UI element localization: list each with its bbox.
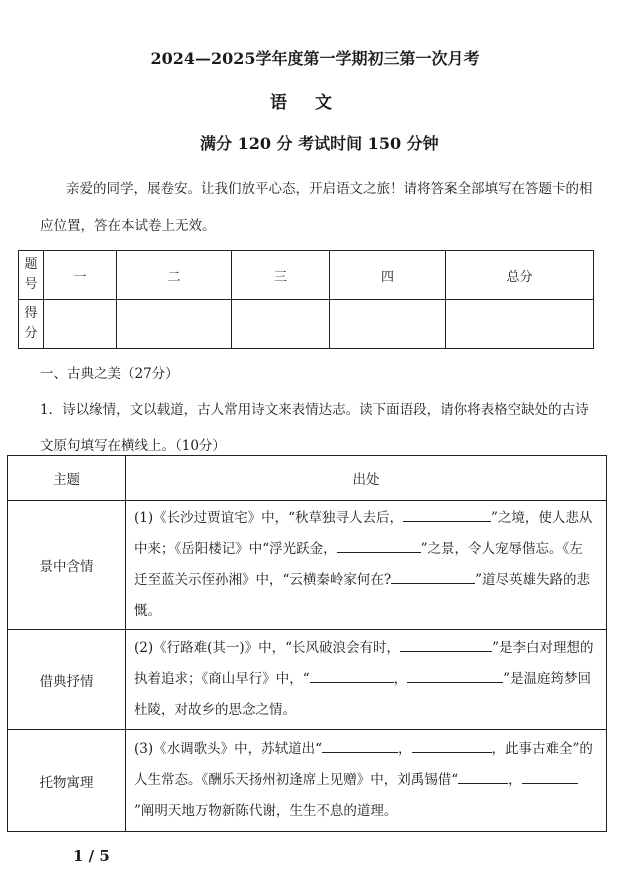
score-table <box>18 250 594 349</box>
text-segment: ”是李白对理想的执着追求；《商山早行》中，“ <box>134 640 594 687</box>
score-col-2: 二 <box>117 251 232 300</box>
answer-blank[interactable] <box>403 508 491 523</box>
text-segment: ， <box>398 741 412 757</box>
theme-header: 主题 <box>8 456 126 501</box>
theme-cell: 借典抒情 <box>8 630 126 730</box>
theme-cell: 托物寓理 <box>8 730 126 832</box>
table-row <box>8 630 607 730</box>
score-value-row <box>19 300 594 349</box>
section-heading: 一、古典之美（27分） <box>40 366 179 382</box>
score-cell <box>44 300 117 349</box>
answer-blank[interactable] <box>310 669 394 684</box>
answer-blank[interactable] <box>458 770 508 785</box>
score-header-row <box>19 251 594 300</box>
score-col-4: 四 <box>330 251 446 300</box>
text-segment: ，此事古难全”的人生常态。《酬乐天扬州初逢席上见赠》中，刘禹锡借“ <box>134 741 593 788</box>
text-segment: ， <box>508 772 522 788</box>
answer-blank[interactable] <box>337 539 421 554</box>
answer-blank[interactable] <box>412 739 492 754</box>
source-header: 出处 <box>126 456 607 501</box>
text-segment: ， <box>393 671 408 687</box>
text-segment: ”道尽英雄失路的悲慨。 <box>134 572 591 619</box>
table-row <box>8 501 607 630</box>
answer-blank[interactable] <box>322 739 398 754</box>
table-row <box>8 730 607 832</box>
page-number: 1 / 5 <box>73 847 110 865</box>
source-cell <box>126 730 607 832</box>
score-col-3: 三 <box>232 251 330 300</box>
exam-meta: 满分 120 分 考试时间 150 分钟 <box>200 134 439 153</box>
question-number-label: 题号 <box>19 251 44 300</box>
score-cell <box>330 300 446 349</box>
text-segment: ”之境，使人悲从中来；《岳阳楼记》中“浮光跃金， <box>134 510 593 557</box>
text-segment: (3)《水调歌头》中，苏轼道出“ <box>134 741 323 757</box>
text-segment: ”阐明天地万物新陈代谢，生生不息的道理。 <box>134 803 398 819</box>
exam-title: 2024—2025学年度第一学期初三第一次月考 <box>150 49 480 68</box>
score-cell <box>117 300 232 349</box>
text-segment: (1)《长沙过贾谊宅》中，“秋草独寻人去后， <box>134 510 404 526</box>
question-1-prompt: 1．诗以缘情，文以载道，古人常用诗文来表情达志。读下面语段，请你将表格空缺处的古诗文原句填写在横线上。（10分） <box>40 402 589 454</box>
score-cell <box>446 300 594 349</box>
source-cell <box>126 630 607 730</box>
answer-blank[interactable] <box>400 638 492 653</box>
answer-blank[interactable] <box>407 669 503 684</box>
source-cell <box>126 501 607 630</box>
text-segment: ”之景，令人宠辱偕忘。《左迁至蓝关示侄孙湘》中，“云横秦岭家何在? <box>134 541 583 588</box>
poem-table-header <box>8 456 607 501</box>
poem-table <box>7 455 607 832</box>
score-col-total: 总分 <box>446 251 594 300</box>
answer-blank[interactable] <box>522 770 578 785</box>
score-cell <box>232 300 330 349</box>
intro-paragraph: 亲爱的同学，展卷安。让我们放平心态，开启语文之旅！请将答案全部填写在答题卡的相应位置，答在本试卷上无效。 <box>40 181 593 234</box>
score-label: 得分 <box>19 300 44 349</box>
text-segment: (2)《行路难(其一)》中，“长风破浪会有时， <box>134 640 401 656</box>
theme-cell: 景中含情 <box>8 501 126 630</box>
answer-blank[interactable] <box>391 570 475 585</box>
score-col-1: 一 <box>44 251 117 300</box>
text-segment: ”是温庭筠梦回杜陵，对故乡的思念之情。 <box>134 671 592 718</box>
subject-title: 语文 <box>270 93 360 113</box>
